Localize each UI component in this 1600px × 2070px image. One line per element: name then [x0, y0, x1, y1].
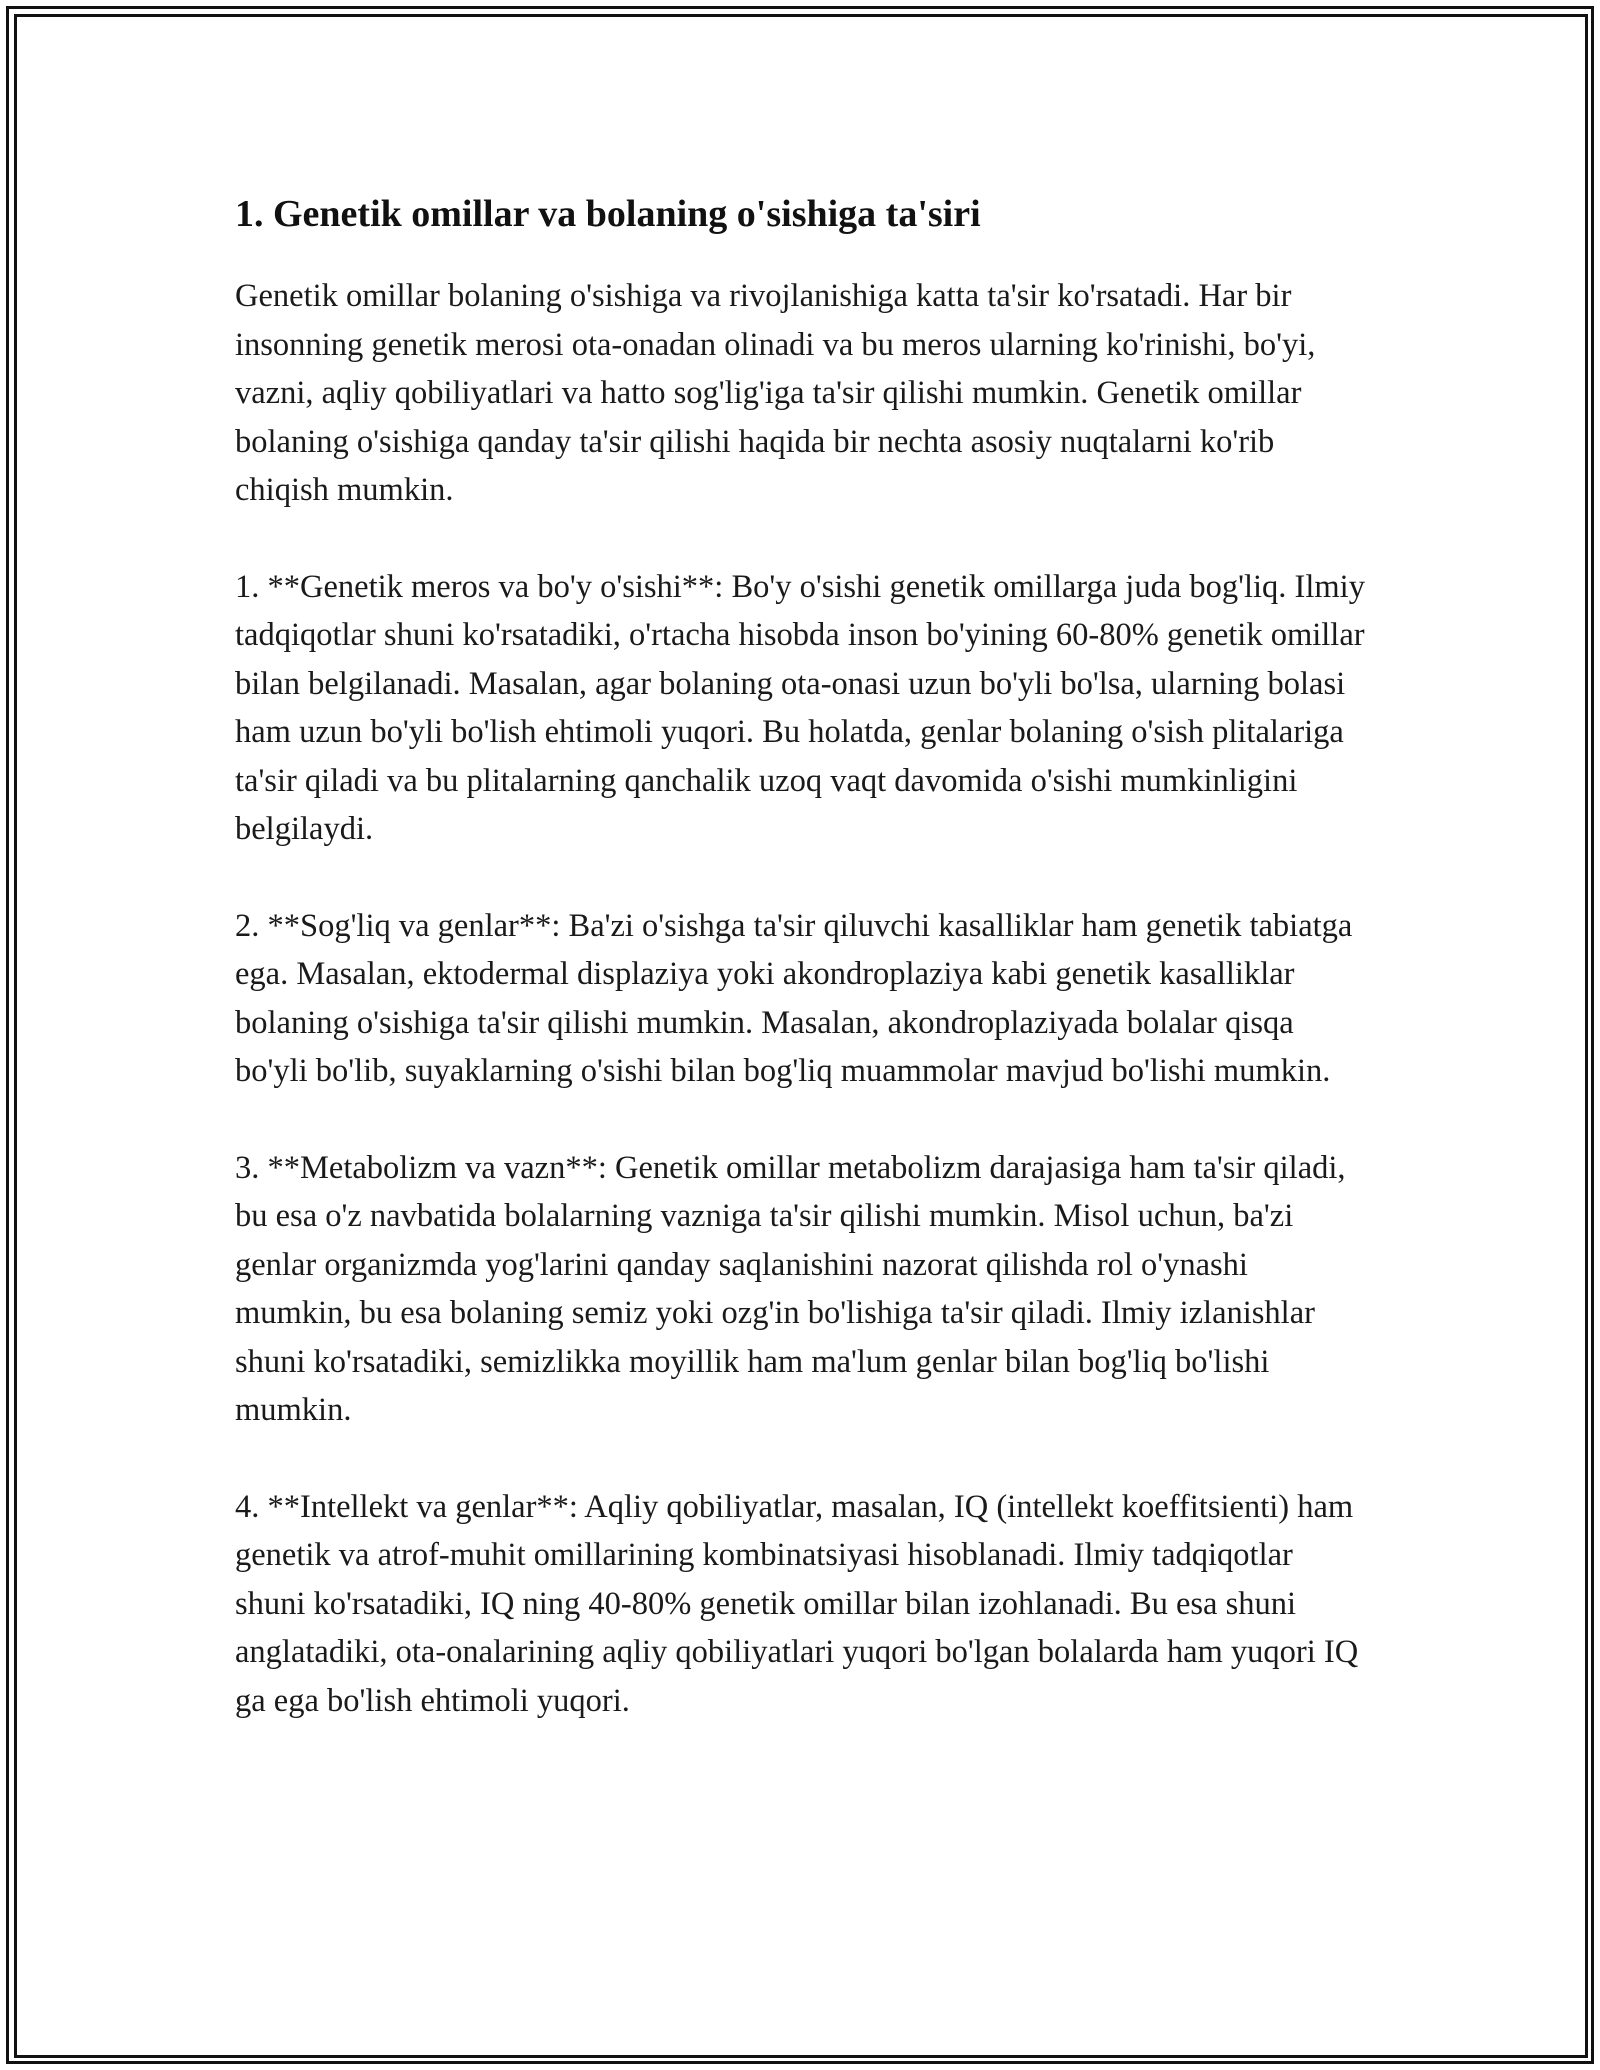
intro-paragraph: Genetik omillar bolaning o'sishiga va rivojlanishiga katta ta'sir ko'rsatadi. Har bir insonning genetik merosi ota-onadan olinadi va bu meros ularning ko'rinishi, bo'yi, vazni, aqliy qobiliyatlari va hatto sog'lig'iga ta'sir qilishi mumkin. Genetik omillar bolaning o'sishiga qanday ta'sir qilishi haqida bir nechta asosiy nuqtalarni ko'rib chiqish mumkin. [235, 278, 1316, 508]
paragraph-genetic-height: 1. **Genetik meros va bo'y o'sishi**: Bo'y o'sishi genetik omillarga juda bog'liq. Ilmiy tadqiqotlar shuni ko'rsatadiki, o'rtacha hisobda inson bo'yining 60-80% genetik omillar bilan belgilanadi. Masalan, agar bolaning ota-onasi uzun bo'yli bo'lsa, ularning bolasi ham uzun bo'yli bo'lish ehtimoli yuqori. Bu holatda, genlar bolaning o'sish plitalariga ta'sir qiladi va bu plitalarning qanchalik uzoq vaqt davomida o'sishi mumkinligini belgilaydi. [235, 568, 1365, 847]
paragraph-health-genes: 2. **Sog'liq va genlar**: Ba'zi o'sishga ta'sir qiluvchi kasalliklar ham genetik tabiatga ega. Masalan, ektodermal displaziya yoki akondroplaziya kabi genetik kasalliklar bolaning o'sishiga ta'sir qilishi mumkin. Masalan, akondroplaziyada bolalar qisqa bo'yli bo'lib, suyaklarning o'sishi bilan bog'liq muammolar mavjud bo'lishi mumkin. [235, 907, 1353, 1089]
paragraph-metabolism-weight: 3. **Metabolizm va vazn**: Genetik omillar metabolizm darajasiga ham ta'sir qiladi, bu esa o'z navbatida bolalarning vazniga ta'sir qilishi mumkin. Misol uchun, ba'zi genlar organizmda yog'larini qanday saqlanishini nazorat qilishda rol o'ynashi mumkin, bu esa bolaning semiz yoki ozg'in bo'lishiga ta'sir qiladi. Ilmiy izlanishlar shuni ko'rsatadiki, semizlikka moyillik ham ma'lum genlar bilan bog'liq bo'lishi mumkin. [235, 1149, 1346, 1428]
page-title: 1. Genetik omillar va bolaning o'sishiga ta'siri [235, 193, 981, 235]
document-body [235, 186, 1370, 1773]
paragraph-intellect-genes: 4. **Intellekt va genlar**: Aqliy qobiliyatlar, masalan, IQ (intellekt koeffitsienti) ham genetik va atrof-muhit omillarining kombinatsiyasi hisoblanadi. Ilmiy tadqiqotlar shuni ko'rsatadiki, IQ ning 40-80% genetik omillar bilan izohlanadi. Bu esa shuni anglatadiki, ota-onalarining aqliy qobiliyatlari yuqori bo'lgan bolalarda ham yuqori IQ ga ega bo'lish ehtimoli yuqori. [235, 1488, 1359, 1719]
